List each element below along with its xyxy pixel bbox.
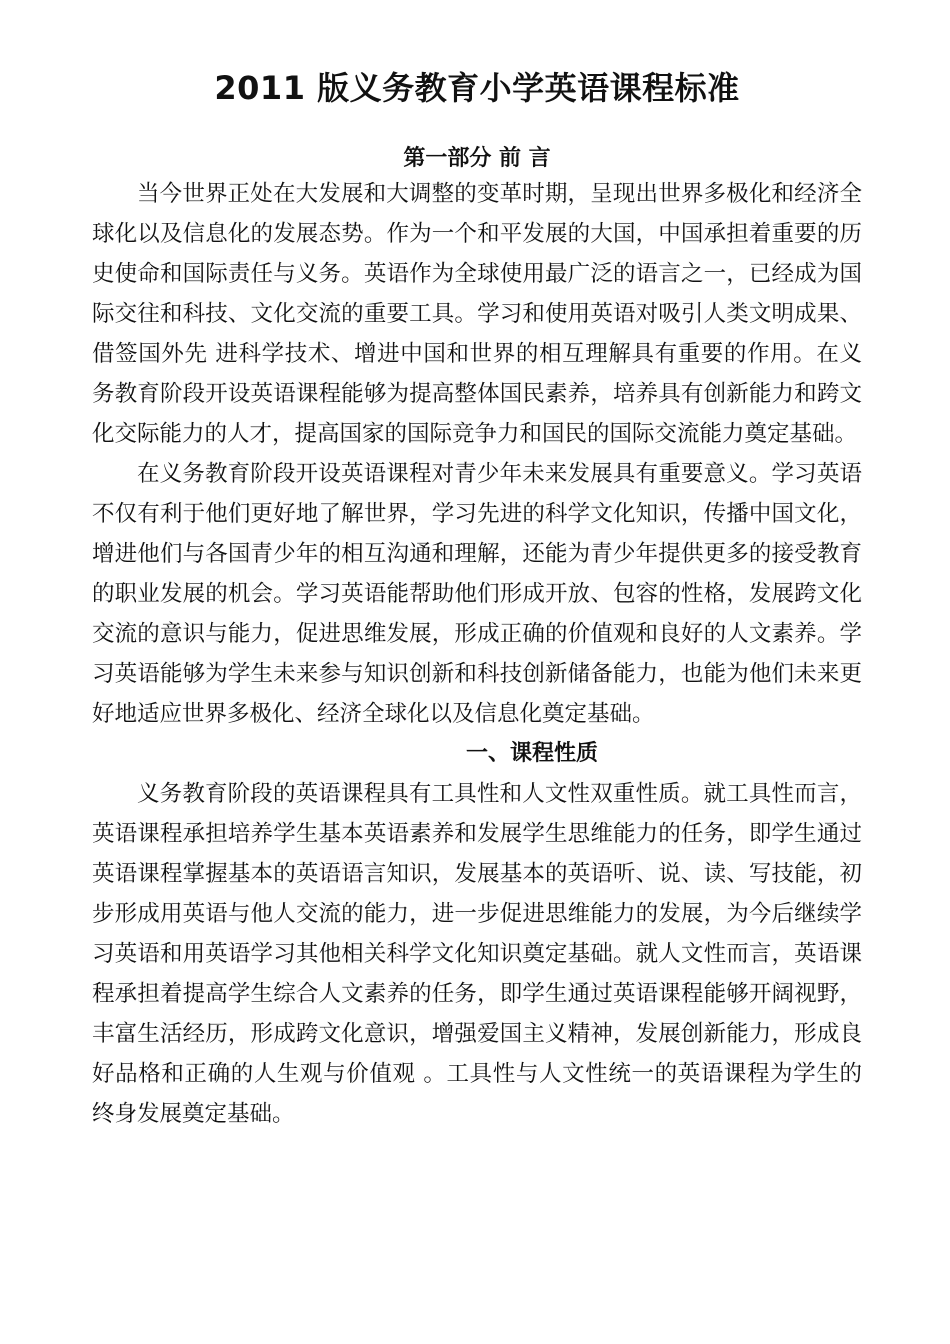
section-paragraph-1: 义务教育阶段的英语课程具有工具性和人文性双重性质。就工具性而言，英语课程承担培养学生基本英语素养和发展学生思维能力的任务，即学生通过英语课程掌握基本的英语语言知识，发展基本的英语听、说、读、写技能，初步形成用英语与他人交流的能力，进一步促进思维能力的发展，为今后继续学习英语和用英语学习其他相关科学文化知识奠定基础。就人文性而言，英语课程承担着提高学生综合人文素养的任务，即学生通过英语课程能够开阔视野，丰富生活经历，形成跨文化意识，增强爱国主义精神，发展创新能力，形成良好品格和正确的人生观与价值观 。工具性与人文性统一的英语课程为学生的终身发展奠定基础。 [92,781,862,1127]
preface-paragraph-1: 当今世界正处在大发展和大调整的变革时期，呈现出世界多极化和经济全球化以及信息化的发展态势。作为一个和平发展的大国，中国承担着重要的历史使命和国际责任与义务。英语作为全球使用最广泛的语言之一，已经成为国际交往和科技、文化交流的重要工具。学习和使用英语对吸引人类文明成果、借签国外先 进科学技术、增进中国和世界的相互理解具有重要的作用。在义务教育阶段开设英语课程能够为提高整体国民素养，培养具有创新能力和跨文化交际能力的人才，提高国家的国际竞争力和国民的国际交流能力奠定基础。 [92,181,862,447]
document-title: 2011 版义务教育小学英语课程标准 [214,69,740,107]
section-title: 一、课程性质 [465,741,598,766]
part-title: 第一部分 前 言 [403,146,551,171]
document-page [92,66,862,1134]
preface-paragraph-2: 在义务教育阶段开设英语课程对青少年未来发展具有重要意义。学习英语不仅有利于他们更好地了解世界，学习先进的科学文化知识，传播中国文化，增进他们与各国青少年的相互沟通和理解，还能为青少年提供更多的接受教育的职业发展的机会。学习英语能帮助他们形成开放、包容的性格，发展跨文化交流的意识与能力，促进思维发展，形成正确的价值观和良好的人文素养。学习英语能够为学生未来参与知识创新和科技创新储备能力，也能为他们未来更好地适应世界多极化、经济全球化以及信息化奠定基础。 [92,461,862,727]
